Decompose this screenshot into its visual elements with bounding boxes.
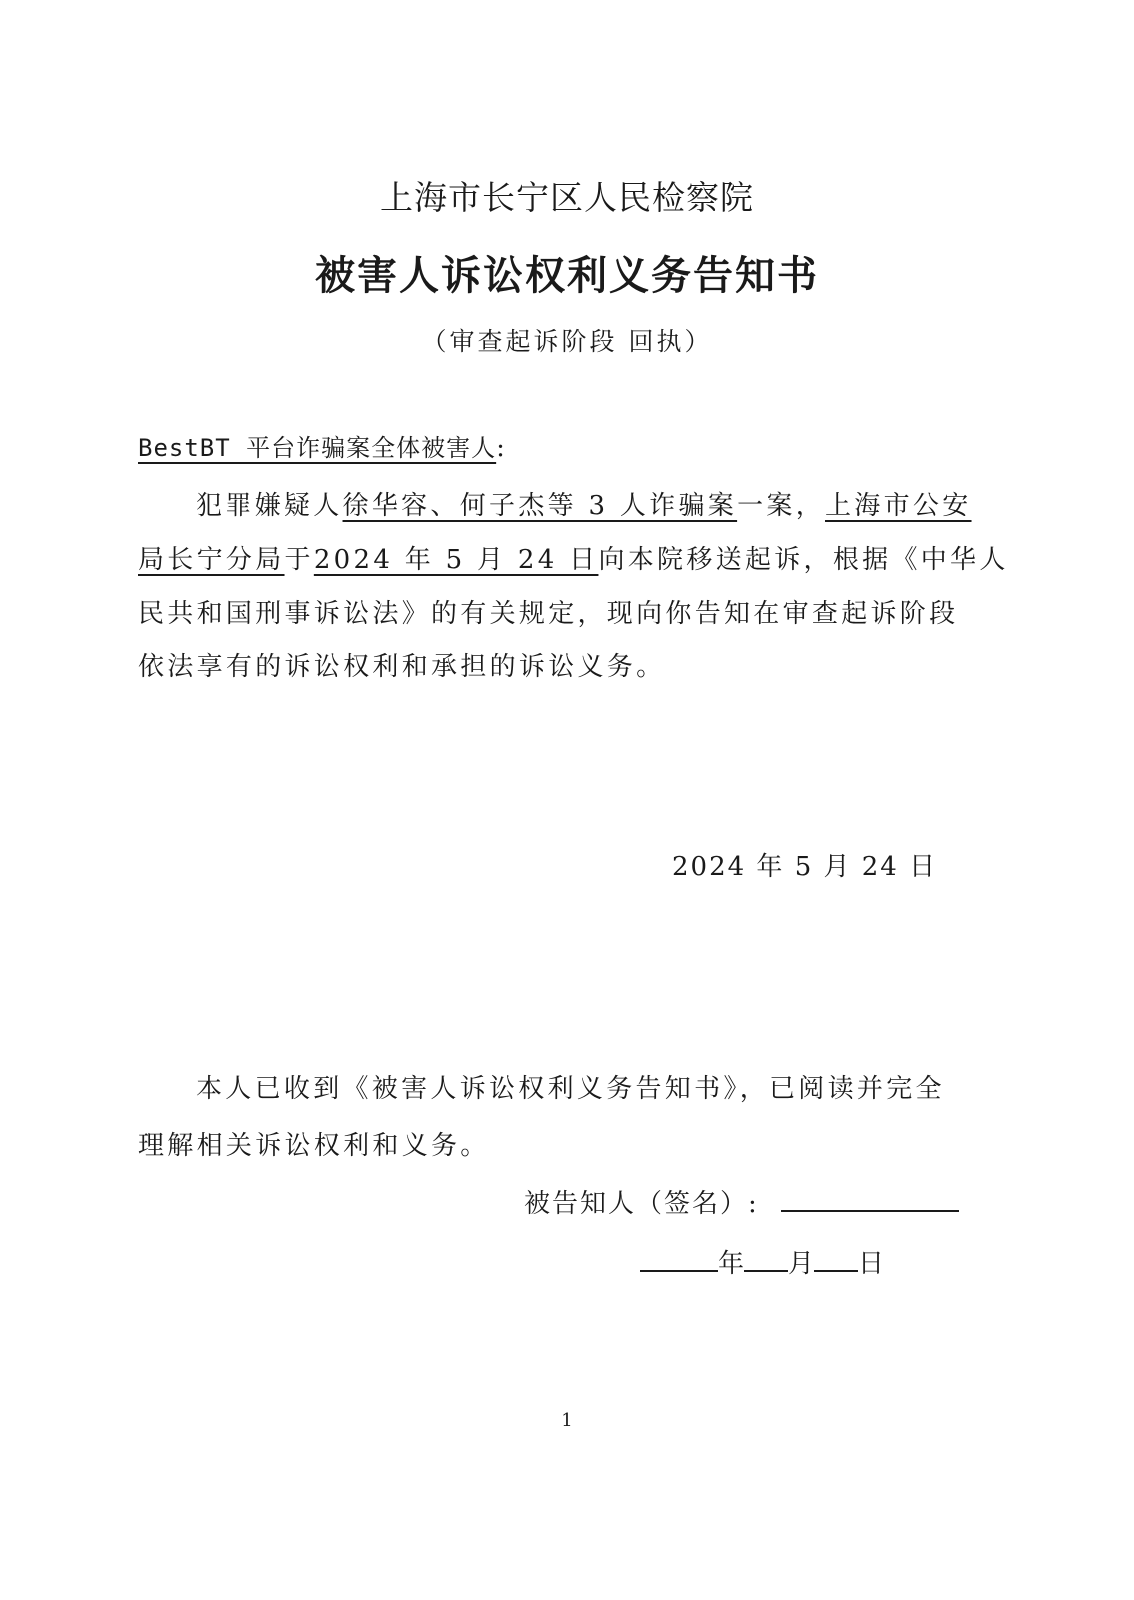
issue-date: 2024 年 5 月 24 日 — [672, 852, 938, 882]
police-agency-part1: 上海市公安 — [825, 491, 972, 521]
page-number: 1 — [561, 1410, 573, 1431]
body-line-4: 依法享有的诉讼权利和承担的诉讼义务。 — [138, 652, 666, 682]
signature-label: 被告知人（签名）: — [524, 1189, 759, 1219]
document-title: 被害人诉讼权利义务告知书 — [315, 252, 819, 299]
body-line1-prefix: 犯罪嫌疑人 — [196, 491, 343, 521]
body-line-2 — [138, 539, 1009, 576]
acknowledgement-line-2: 理解相关诉讼权利和义务。 — [138, 1131, 490, 1161]
signature-line[interactable] — [781, 1184, 959, 1212]
addressee — [138, 428, 505, 463]
suspects-case: 徐华容、何子杰等 3 人诈骗案 — [342, 491, 738, 521]
body-line-3: 民共和国刑事诉讼法》的有关规定，现向你告知在审查起诉阶段 — [138, 599, 959, 629]
signature-row — [524, 1183, 959, 1220]
day-blank[interactable] — [814, 1246, 858, 1272]
month-blank[interactable] — [744, 1246, 788, 1272]
year-label: 年 — [718, 1249, 745, 1279]
signature-date-row — [640, 1243, 884, 1280]
addressee-name: BestBT 平台诈骗案全体被害人 — [138, 434, 497, 462]
addressee-colon: : — [496, 433, 505, 463]
issuing-agency: 上海市长宁区人民检察院 — [380, 178, 754, 217]
police-agency-part2: 局长宁分局 — [138, 545, 285, 575]
body-line1-suffix: 一案， — [737, 491, 825, 521]
year-blank[interactable] — [640, 1246, 718, 1272]
acknowledgement-line-1: 本人已收到《被害人诉讼权利义务告知书》，已阅读并完全 — [196, 1074, 945, 1104]
body-line2-suffix: 向本院移送起诉，根据《中华人 — [598, 545, 1009, 575]
body-line2-mid: 于 — [284, 545, 314, 575]
day-label: 日 — [858, 1249, 885, 1279]
month-label: 月 — [788, 1249, 815, 1279]
document-subtitle: （审查起诉阶段 回执） — [421, 327, 713, 356]
body-line-1 — [196, 485, 972, 522]
transfer-date: 2024 年 5 月 24 日 — [313, 545, 599, 575]
